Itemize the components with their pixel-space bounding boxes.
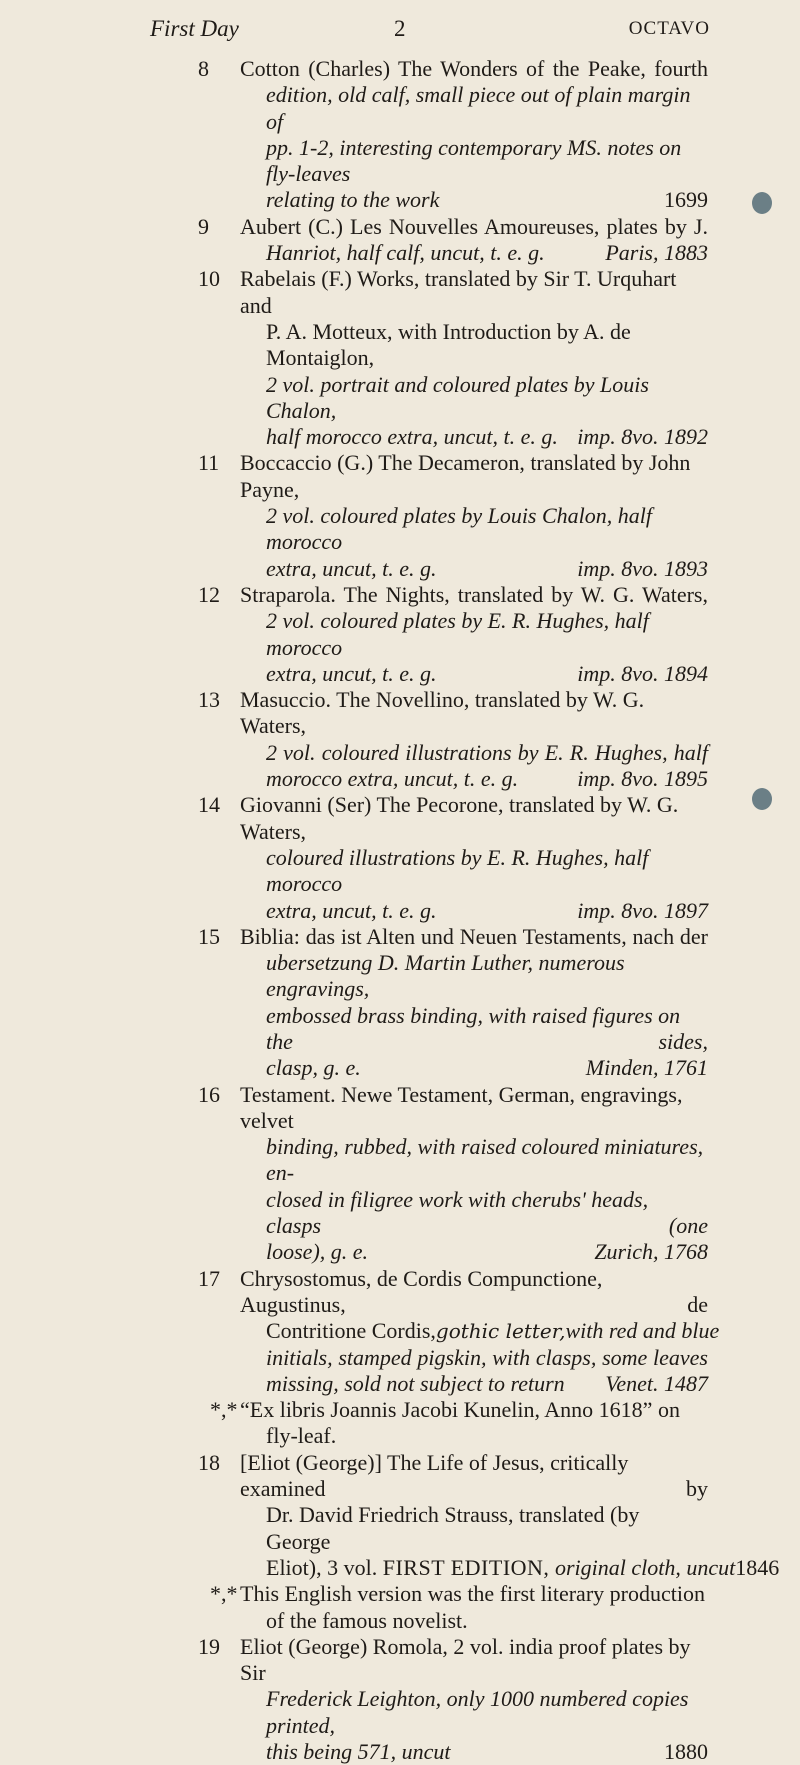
entry-line: Testament. Newe Testament, German, engravings, velvet xyxy=(240,1081,683,1133)
page-header xyxy=(150,16,710,50)
entry-date: 1880 xyxy=(664,1739,708,1764)
entry-line: this being 571, uncut 1880 xyxy=(266,1739,708,1764)
entry-line: 2 vol. coloured plates by Louis Chalon, half morocco xyxy=(266,503,652,555)
entry-imprint: imp. 8vo. 1892 xyxy=(577,424,708,450)
lot-entry xyxy=(0,214,800,267)
entry-line: Dr. David Friedrich Strauss, translated (by George xyxy=(266,1502,640,1554)
entry-line: Rabelais (F.) Works, translated by Sir T. Urquhart and xyxy=(240,266,677,318)
entry-note: fly-leaf. xyxy=(266,1423,337,1449)
entry-line: [Eliot (George)] The Life of Jesus, critically examined by xyxy=(240,1449,708,1502)
lot-number: 13 xyxy=(198,687,220,713)
entry-line: 2 vol. portrait and coloured plates by Louis Chalon, xyxy=(266,371,649,423)
entry-line: ubersetzung D. Martin Luther, numerous engravings, xyxy=(266,950,625,1002)
gothic-letter-text: gothic letter, xyxy=(435,1319,566,1344)
entry-line: Masuccio. The Novellino, translated by W. G. Waters, xyxy=(240,687,645,739)
entry-imprint: imp. 8vo. 1895 xyxy=(577,766,708,792)
lot-list xyxy=(0,56,800,1765)
entry-line: Boccaccio (G.) The Decameron, translated by John Payne, xyxy=(240,450,691,502)
entry-line: morocco extra, uncut, t. e. g. imp. 8vo. 1895 xyxy=(266,766,708,792)
entry-note: *,* “Ex libris Joannis Jacobi Kunelin, Anno 1618” on xyxy=(210,1397,680,1423)
entry-note: *,* This English version was the first literary production xyxy=(210,1581,705,1607)
lot-number: 11 xyxy=(198,450,220,476)
entry-line: Chrysostomus, de Cordis Compunctione, Augustinus, de xyxy=(240,1265,708,1317)
entry-line: Giovanni (Ser) The Pecorone, translated by W. G. Waters, xyxy=(240,792,679,844)
entry-line: half morocco extra, uncut, t. e. g. imp. 8vo. 1892 xyxy=(266,424,708,450)
entry-line: loose), g. e. Zurich, 1768 xyxy=(266,1239,708,1265)
entry-imprint: imp. 8vo. 1894 xyxy=(577,660,708,686)
entry-line: missing, sold not subject to return Venet. 1487 xyxy=(266,1370,708,1396)
lot-entry xyxy=(0,1450,800,1634)
entry-date: 1699 xyxy=(664,187,708,213)
entry-line: extra, uncut, t. e. g. imp. 8vo. 1897 xyxy=(266,897,708,923)
entry-line: Frederick Leighton, only 1000 numbered copies printed, xyxy=(266,1686,689,1738)
entry-line: Straparola. The Nights, translated by W. G. Waters, xyxy=(240,581,708,607)
lot-number: 17 xyxy=(198,1265,220,1291)
lot-entry xyxy=(0,582,800,687)
entry-imprint: imp. 8vo. 1897 xyxy=(577,897,708,923)
lot-entry xyxy=(0,924,800,1082)
lot-entry xyxy=(0,1266,800,1450)
entry-line: coloured illustrations by E. R. Hughes, half morocco xyxy=(266,844,649,897)
lot-entry xyxy=(0,266,800,450)
entry-imprint: Paris, 1883 xyxy=(605,240,708,266)
entry-line: Contritione Cordis, gothic letter, with red and blue xyxy=(266,1318,720,1344)
lot-number: 8 xyxy=(198,56,209,81)
entry-line: Cotton (Charles) The Wonders of the Peake, fourth xyxy=(240,56,708,81)
entry-line: closed in filigree work with cherubs' heads, clasps (one xyxy=(266,1186,708,1239)
entry-line: pp. 1-2, interesting contemporary MS. notes on fly-leaves xyxy=(266,134,682,187)
ink-mark xyxy=(752,192,772,214)
entry-line: relating to the work 1699 xyxy=(266,187,708,213)
lot-entry xyxy=(0,1634,800,1765)
entry-line: 2 vol. coloured plates by E. R. Hughes, half morocco xyxy=(266,608,649,660)
entry-line: Aubert (C.) Les Nouvelles Amoureuses, plates by J. xyxy=(240,213,708,239)
entry-line: clasp, g. e. Minden, 1761 xyxy=(266,1055,708,1081)
lot-number: 19 xyxy=(198,1633,220,1659)
lot-number: 15 xyxy=(198,923,220,949)
lot-number: 14 xyxy=(198,792,220,818)
entry-imprint: Venet. 1487 xyxy=(605,1370,708,1396)
entry-line: initials, stamped pigskin, with clasps, some leaves xyxy=(266,1344,708,1370)
entry-note: of the famous novelist. xyxy=(266,1607,468,1633)
lot-number: 12 xyxy=(198,581,220,607)
lot-entry xyxy=(0,56,800,214)
entry-line: extra, uncut, t. e. g. imp. 8vo. 1894 xyxy=(266,660,708,686)
lot-number: 18 xyxy=(198,1449,220,1475)
lot-entry xyxy=(0,1082,800,1266)
entry-line: 2 vol. coloured illustrations by E. R. Hughes, half xyxy=(266,739,708,765)
entry-date: 1846 xyxy=(735,1554,780,1580)
lot-number: 10 xyxy=(198,266,220,292)
lot-number: 9 xyxy=(198,213,209,239)
entry-line: extra, uncut, t. e. g. imp. 8vo. 1893 xyxy=(266,555,708,581)
ink-mark xyxy=(752,788,772,810)
lot-number: 16 xyxy=(198,1081,220,1107)
entry-line: binding, rubbed, with raised coloured miniatures, en- xyxy=(266,1134,704,1186)
entry-line: Eliot), 3 vol. FIRST EDITION, original cloth, uncut 1846 xyxy=(266,1554,780,1580)
entry-line: Biblia: das ist Alten und Neuen Testaments, nach der xyxy=(240,923,708,949)
entry-line: embossed brass binding, with raised figures on the sides, xyxy=(266,1002,708,1054)
entry-line: edition, old calf, small piece out of plain margin of xyxy=(266,82,691,134)
page-number: 2 xyxy=(394,16,406,41)
section-title: First Day xyxy=(150,16,239,41)
entry-imprint: Zurich, 1768 xyxy=(594,1239,708,1265)
format-heading: OCTAVO xyxy=(628,18,710,39)
entry-line: P. A. Motteux, with Introduction by A. de Montaiglon, xyxy=(266,318,631,371)
entry-line: Eliot (George) Romola, 2 vol. india proof plates by Sir xyxy=(240,1633,691,1686)
lot-entry xyxy=(0,687,800,792)
entry-imprint: imp. 8vo. 1893 xyxy=(577,555,708,581)
entry-imprint: Minden, 1761 xyxy=(585,1055,708,1081)
entry-line: Hanriot, half calf, uncut, t. e. g. Paris, 1883 xyxy=(266,240,708,266)
lot-entry xyxy=(0,450,800,581)
lot-entry xyxy=(0,792,800,923)
